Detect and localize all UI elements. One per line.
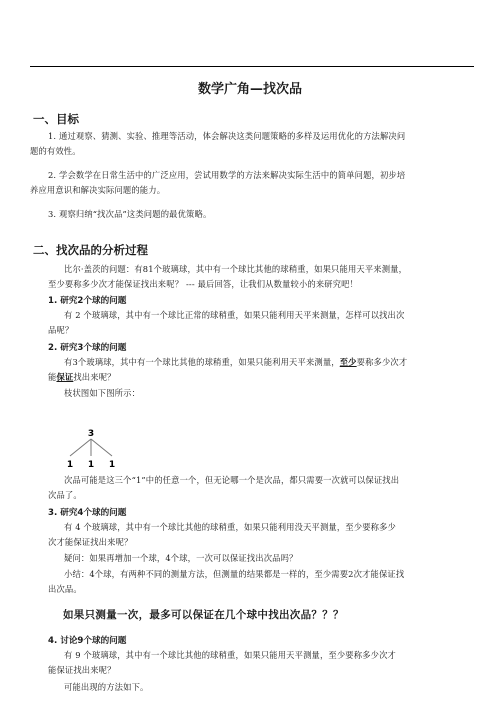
- s2-line-1-pre: 有3个玻璃球，其中有一个球比其他的球稍重，如果只能利用天平来测量，: [64, 357, 340, 367]
- s4-line-3: 可能出现的方法如下。: [64, 682, 149, 692]
- tree-leaf-3: 1: [108, 460, 116, 468]
- s2-line-2-pre: 能: [48, 372, 57, 382]
- goal-line-2: 题的有效性。: [30, 146, 81, 156]
- subheading-9-balls: 4. 讨论9个球的问题: [48, 636, 127, 646]
- key-question: 如果只测量一次，最多可以保证在几个球中找出次品？？？: [63, 609, 344, 621]
- goal-line-5: 3. 观察归纳“找次品”这类问题的最优策略。: [48, 209, 212, 219]
- s2-after-line-2: 次品了。: [48, 490, 82, 500]
- s2-line-1: [64, 355, 407, 370]
- subheading-3-balls: 2. 研究3个球的问题: [48, 343, 127, 353]
- s3-summary-line-2: 出次品。: [48, 584, 82, 594]
- goal-line-1: 1. 通过观察、猜测、实验、推理等活动，体会解决这类问题策略的多样及运用优化的方法解决问: [48, 131, 406, 141]
- section-heading-goals: 一、目标: [33, 112, 79, 126]
- s3-line-1: 有 4 个玻璃球，其中有一个球比其他的球稍重，如果只能利用没天平测量，至少要称多少: [64, 522, 396, 532]
- goal-line-3: 2. 学会数学在日常生活中的广泛应用，尝试用数学的方法来解决实际生活中的简单问题，初步培: [48, 170, 406, 180]
- tree-caption: 枝状图如下图所示：: [64, 388, 141, 398]
- s2-line-2: [48, 370, 116, 385]
- header-rule: [30, 66, 474, 67]
- s2-after-line-1: 次品可能是这三个“1”中的任意一个，但无论哪一个是次品，都只需要一次就可以保证找出: [64, 475, 400, 485]
- page-title: 数学广角—找次品: [197, 82, 302, 97]
- s3-summary-line-1: 小结：4个球，有两种不同的测量方法，但测量的结果都是一样的，至少需要2次才能保证找: [64, 569, 405, 579]
- tree-diagram: [58, 426, 118, 468]
- s1-line-1: 有 2 个玻璃球，其中有一个球比正常的球稍重，如果只能利用天平来测量，怎样可以找出次: [64, 310, 405, 320]
- goal-line-4: 养应用意识和解决实际问题的能力。: [30, 185, 166, 195]
- tree-root-label: 3: [87, 429, 95, 439]
- tree-leaf-2: 1: [87, 460, 95, 468]
- tree-leaf-1: 1: [66, 460, 74, 468]
- subheading-4-balls: 3. 研究4个球的问题: [48, 508, 127, 518]
- tree-branch-right: [91, 439, 112, 456]
- s2-line-1-post: 要称多少次才: [356, 357, 408, 367]
- emphasis-baozheng: 保证: [56, 372, 74, 382]
- s1-line-2: 品呢？: [48, 325, 74, 335]
- emphasis-zhishao: 至少: [339, 357, 357, 367]
- s3-question: 疑问：如果再增加一个球，4个球，一次可以保证找出次品吗？: [64, 553, 298, 563]
- s3-line-2: 次才能保证找出来呢？: [48, 537, 133, 547]
- s2-line-2-post: 找出来呢？: [73, 372, 116, 382]
- subheading-2-balls: 1. 研究2个球的问题: [48, 296, 127, 306]
- s4-line-1: 有 9 个玻璃球，其中有一个球比其他的球稍重，如果只能用天平测量，至少要称多少次才: [64, 650, 396, 660]
- intro-line-1: 比尔·盖茨的问题：有81个玻璃球，其中有一个球比其他的球稍重，如果只能用天平来测量，: [64, 264, 408, 274]
- tree-branch-left: [70, 439, 91, 456]
- intro-line-2: 至少要称多少次才能保证找出来呢？ --- 最后回答，让我们从数量较小的来研究吧！: [48, 279, 359, 289]
- section-heading-analysis: 二、找次品的分析过程: [33, 243, 148, 257]
- s4-line-2: 能保证找出来呢？: [48, 665, 116, 675]
